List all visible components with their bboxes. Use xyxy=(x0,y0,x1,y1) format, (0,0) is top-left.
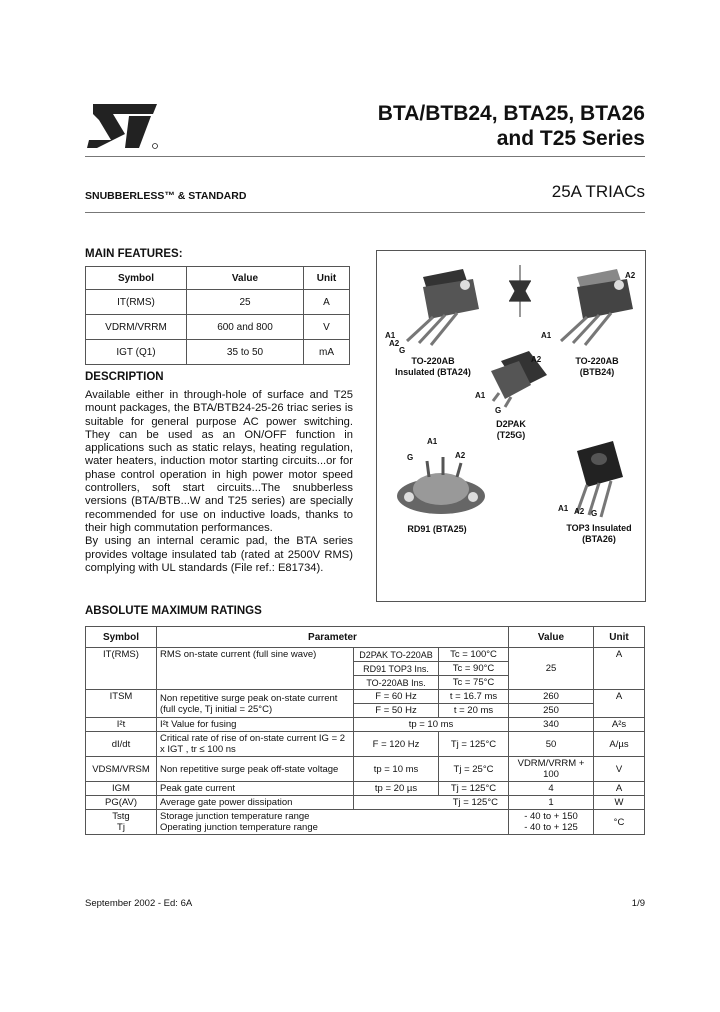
pin-g-label: G xyxy=(407,453,414,462)
ratings-table xyxy=(85,626,645,835)
cell-parameter: RMS on-state current (full sine wave) xyxy=(157,648,354,690)
cell-value: 35 to 50 xyxy=(187,340,304,365)
table-header-row xyxy=(86,267,350,290)
pin-a1-label: A1 xyxy=(541,331,552,340)
cell-parameter: Average gate power dissipation xyxy=(157,796,354,810)
col-unit: Unit xyxy=(594,627,645,648)
main-features-table xyxy=(85,266,350,365)
cell-parameter: Non repetitive surge peak off-state voltage xyxy=(157,757,354,782)
cell-unit: A/µs xyxy=(594,732,645,757)
pin-a2-label: A2 xyxy=(389,339,400,348)
cell-unit: mA xyxy=(304,340,350,365)
table-row xyxy=(86,782,645,796)
value-storage-temp: - 40 to + 150 xyxy=(524,811,578,822)
cell-value: 340 xyxy=(509,718,594,732)
cell-package: TO-220AB Ins. xyxy=(354,676,439,690)
triac-symbol-icon xyxy=(503,261,537,321)
col-symbol: Symbol xyxy=(86,267,187,290)
cell-unit: V xyxy=(594,757,645,782)
pin-a1-label: A1 xyxy=(558,504,569,513)
description-paragraph: By using an internal ceramic pad, the BTA series provides voltage insulated tab (rated at 2500V RMS) complying with UL standards (File ref.: E81734). xyxy=(85,535,353,574)
pin-g-label: G xyxy=(399,346,406,355)
ratings-heading: ABSOLUTE MAXIMUM RATINGS xyxy=(85,605,262,617)
package-label-d2pak: D2PAK (T25G) xyxy=(496,419,526,440)
table-row xyxy=(86,718,645,732)
table-row xyxy=(86,340,350,365)
to220ab-insulated-package-icon xyxy=(393,269,483,349)
cell-condition: F = 50 Hz xyxy=(354,704,439,718)
cell-symbol: VDRM/VRRM xyxy=(86,315,187,340)
pin-a1-label: A1 xyxy=(475,391,486,400)
package-illustrations xyxy=(376,250,646,602)
pin-a1-label: A1 xyxy=(427,437,438,446)
cell-unit: A xyxy=(594,648,645,690)
cell-value: 600 and 800 xyxy=(187,315,304,340)
cell-value: 260 xyxy=(509,690,594,704)
cell-symbol: VDSM/VRSM xyxy=(86,757,157,782)
col-unit: Unit xyxy=(304,267,350,290)
table-row xyxy=(86,796,645,810)
symbol-tj: Tj xyxy=(117,822,125,833)
pin-a2-label: A2 xyxy=(455,451,466,460)
cell-package: D2PAK TO-220AB xyxy=(354,648,439,662)
cell-value: 25 xyxy=(509,648,594,690)
document-title: BTA/BTB24, BTA25, BTA26 xyxy=(377,102,645,125)
cell-condition: Tc = 100°C xyxy=(439,648,509,662)
cell-package: RD91 TOP3 Ins. xyxy=(354,662,439,676)
cell-condition: F = 120 Hz xyxy=(354,732,439,757)
cell-condition: Tj = 25°C xyxy=(439,757,509,782)
pin-a1-label: A1 xyxy=(385,331,396,340)
cell-symbol: IT(RMS) xyxy=(86,290,187,315)
table-row xyxy=(86,315,350,340)
table-row xyxy=(86,690,645,704)
cell-parameter: Non repetitive surge peak on-state current (full cycle, Tj initial = 25°C) xyxy=(157,690,354,718)
cell-unit: A²s xyxy=(594,718,645,732)
cell-condition: tp = 20 µs xyxy=(354,782,439,796)
cell-symbol: IGT (Q1) xyxy=(86,340,187,365)
cell-symbol xyxy=(86,810,157,835)
cell-parameter xyxy=(157,810,509,835)
rd91-package-icon xyxy=(391,451,491,521)
table-header-row xyxy=(86,627,645,648)
symbol-tstg: Tstg xyxy=(112,811,130,822)
cell-symbol: PG(AV) xyxy=(86,796,157,810)
subtitle: SNUBBERLESS™ & STANDARD xyxy=(85,190,247,202)
table-row xyxy=(86,732,645,757)
cell-unit: A xyxy=(594,690,645,718)
cell-parameter: Critical rate of rise of on-state current IG = 2 x IGT , tr ≤ 100 ns xyxy=(157,732,354,757)
pin-a2-label: A2 xyxy=(531,355,542,364)
col-symbol: Symbol xyxy=(86,627,157,648)
cell-value: VDRM/VRRM + 100 xyxy=(509,757,594,782)
pin-g-label: G xyxy=(591,509,598,518)
cell-condition: t = 20 ms xyxy=(439,704,509,718)
cell-unit: °C xyxy=(594,810,645,835)
col-parameter: Parameter xyxy=(157,627,509,648)
cell-condition: t = 16.7 ms xyxy=(439,690,509,704)
cell-condition: F = 60 Hz xyxy=(354,690,439,704)
param-operating-temp: Operating junction temperature range xyxy=(160,822,318,833)
page-number: 1/9 xyxy=(631,898,645,909)
cell-condition: tp = 10 ms xyxy=(354,757,439,782)
cell-value: 1 xyxy=(509,796,594,810)
cell-symbol: dI/dt xyxy=(86,732,157,757)
cell-value: 50 xyxy=(509,732,594,757)
cell-unit: V xyxy=(304,315,350,340)
table-row xyxy=(86,290,350,315)
cell-value: 250 xyxy=(509,704,594,718)
package-label-rd91: RD91 (BTA25) xyxy=(407,524,467,534)
package-label-to220ab-insulated: TO-220AB Insulated (BTA24) xyxy=(395,356,471,377)
document-title-series: and T25 Series xyxy=(496,127,645,150)
cell-value xyxy=(509,810,594,835)
cell-condition: tp = 10 ms xyxy=(354,718,509,732)
description-heading: DESCRIPTION xyxy=(85,371,164,383)
cell-symbol: I²t xyxy=(86,718,157,732)
description-paragraph: Available either in through-hole of surface and T25 mount packages, the BTA/BTB24-25-26 triac series is suitable for general purpose AC power switching. They can be used as an ON/OFF function in applications such as static relays, heating regulation, water heaters, induction motor starting circuits...or for phase control operation in high power motor speed controllers, soft start circuits...The snubberless versions (BTA/BTB...W and T25 series) are specially recommended for use on inductive loads, thanks to their high commutation performances. xyxy=(85,389,353,534)
st-logo xyxy=(85,100,160,152)
cell-unit: A xyxy=(304,290,350,315)
cell-parameter: I²t Value for fusing xyxy=(157,718,354,732)
subheader-divider xyxy=(85,212,645,213)
main-features-heading: MAIN FEATURES: xyxy=(85,248,183,260)
pin-a2-label: A2 xyxy=(625,271,636,280)
col-value: Value xyxy=(187,267,304,290)
to220ab-package-icon xyxy=(547,269,637,349)
param-storage-temp: Storage junction temperature range xyxy=(160,811,310,822)
cell-symbol: IT(RMS) xyxy=(86,648,157,690)
cell-unit: W xyxy=(594,796,645,810)
table-row xyxy=(86,757,645,782)
table-row xyxy=(86,810,645,835)
d2pak-package-icon xyxy=(485,351,555,411)
cell-symbol: IGM xyxy=(86,782,157,796)
value-operating-temp: - 40 to + 125 xyxy=(524,822,578,833)
cell-value: 4 xyxy=(509,782,594,796)
product-type: 25A TRIACs xyxy=(551,182,645,201)
header-divider xyxy=(85,156,645,157)
cell-unit: A xyxy=(594,782,645,796)
cell-condition: Tc = 75°C xyxy=(439,676,509,690)
package-label-to220ab: TO-220AB (BTB24) xyxy=(575,356,619,377)
col-value: Value xyxy=(509,627,594,648)
cell-value: 25 xyxy=(187,290,304,315)
pin-a2-label: A2 xyxy=(574,507,585,516)
cell-parameter: Peak gate current xyxy=(157,782,354,796)
cell-condition: Tj = 125°C xyxy=(439,782,509,796)
cell-condition: Tj = 125°C xyxy=(439,732,509,757)
pin-g-label: G xyxy=(495,406,502,415)
table-row xyxy=(86,648,645,662)
cell-symbol: ITSM xyxy=(86,690,157,718)
cell-condition: Tj = 125°C xyxy=(354,796,509,810)
cell-condition: Tc = 90°C xyxy=(439,662,509,676)
footer-date: September 2002 - Ed: 6A xyxy=(85,898,193,909)
package-label-top3: TOP3 Insulated (BTA26) xyxy=(566,523,632,544)
description-text xyxy=(85,389,353,575)
